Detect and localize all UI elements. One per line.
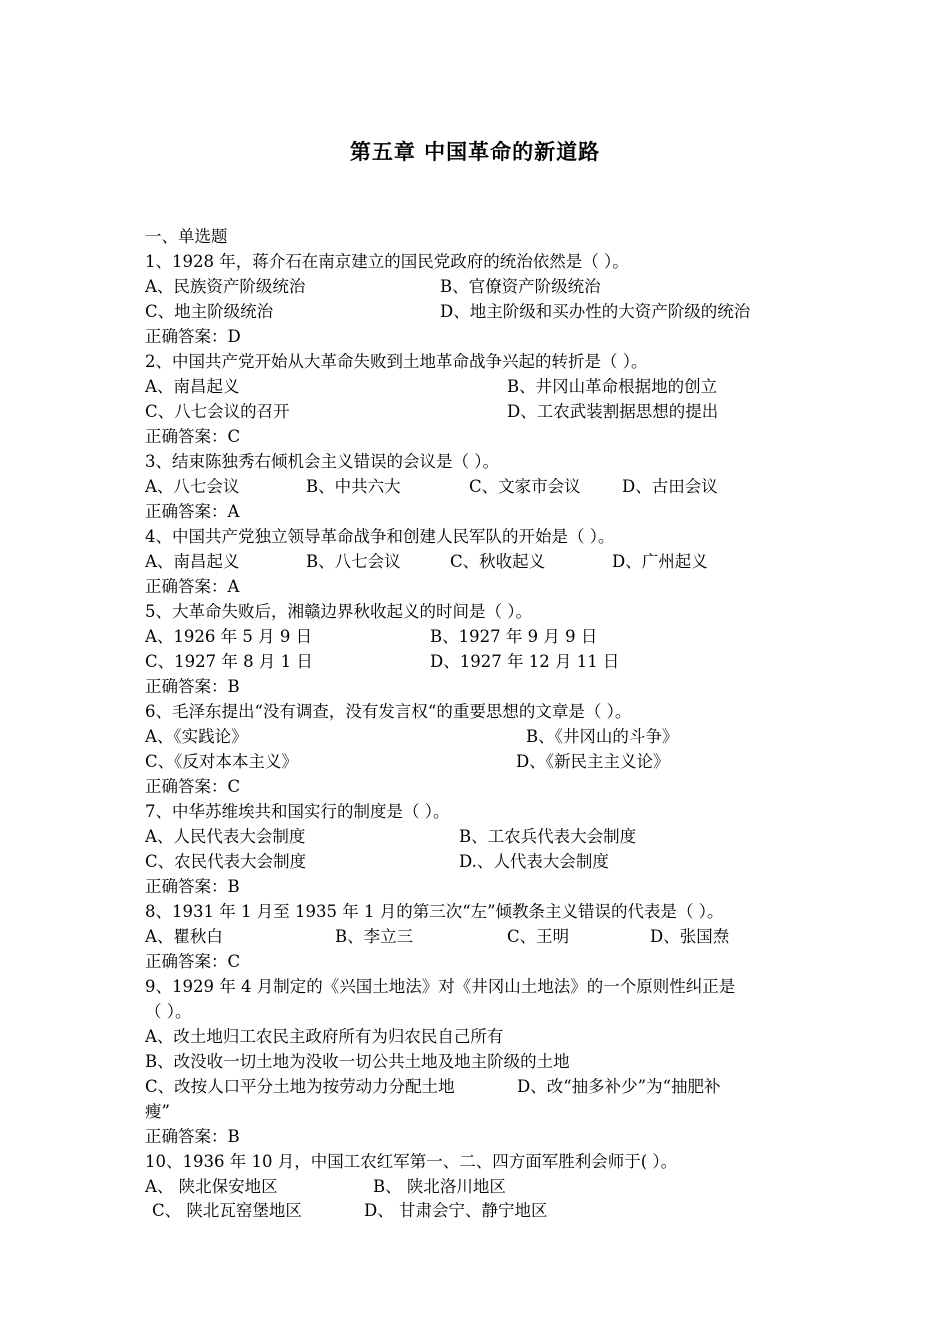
- q4-answer: 正确答案：A: [145, 577, 240, 596]
- q2-option-a: A、南昌起义: [145, 377, 240, 396]
- q5-option-d: D、1927 年 12 月 11 日: [430, 652, 620, 671]
- q4-option-a: A、南昌起义: [145, 552, 240, 571]
- q8-option-b: B、李立三: [335, 927, 414, 946]
- q6-option-b: B、《井冈山的斗争》: [526, 727, 679, 746]
- q10-option-d: D、 甘肃会宁、静宁地区: [364, 1201, 548, 1220]
- q3-option-c: C、文家市会议: [469, 477, 581, 496]
- q5-option-a: A、1926 年 5 月 9 日: [145, 627, 313, 646]
- q8-option-a: A、瞿秋白: [145, 927, 223, 946]
- q4-option-b: B、八七会议: [306, 552, 401, 571]
- question-2: 2、中国共产党开始从大革命失败到土地革命战争兴起的转折是（ ）。: [145, 352, 648, 371]
- q1-option-b: B、官僚资产阶级统治: [440, 277, 601, 296]
- q10-option-c: C、 陕北瓦窑堡地区: [152, 1201, 302, 1220]
- q1-answer: 正确答案：D: [145, 327, 241, 346]
- q5-option-c: C、1927 年 8 月 1 日: [145, 652, 313, 671]
- q3-option-b: B、中共六大: [306, 477, 401, 496]
- q6-option-a: A、《实践论》: [145, 727, 248, 746]
- q8-option-c: C、王明: [507, 927, 570, 946]
- q2-option-d: D、工农武装割据思想的提出: [507, 402, 719, 421]
- q9-option-d: D、改“抽多补少”为“抽肥补: [517, 1077, 721, 1096]
- q7-answer: 正确答案：B: [145, 877, 240, 896]
- q3-answer: 正确答案：A: [145, 502, 240, 521]
- q6-option-c: C、《反对本本主义》: [145, 752, 298, 771]
- q5-option-b: B、1927 年 9 月 9 日: [430, 627, 598, 646]
- q7-option-c: C、农民代表大会制度: [145, 852, 307, 871]
- q5-answer: 正确答案：B: [145, 677, 240, 696]
- question-4: 4、中国共产党独立领导革命战争和创建人民军队的开始是（ ）。: [145, 527, 615, 546]
- q9-option-d-continued: 瘦”: [145, 1102, 170, 1121]
- q6-answer: 正确答案：C: [145, 777, 241, 796]
- page-title: 第五章 中国革命的新道路: [349, 140, 601, 164]
- question-9: 9、1929 年 4 月制定的《兴国土地法》对《井冈山土地法》的一个原则性纠正是: [145, 977, 736, 996]
- question-10: 10、1936 年 10 月，中国工农红军第一、二、四方面军胜利会师于( ）。: [145, 1152, 678, 1171]
- question-7: 7、中华苏维埃共和国实行的制度是（ ）。: [145, 802, 450, 821]
- q4-option-d: D、广州起义: [612, 552, 708, 571]
- question-9-continued: （ ）。: [145, 1002, 192, 1021]
- q7-option-a: A、人民代表大会制度: [145, 827, 306, 846]
- question-6: 6、毛泽东提出“没有调查，没有发言权“的重要思想的文章是（ ）。: [145, 702, 632, 721]
- q2-option-b: B、井冈山革命根据地的创立: [507, 377, 718, 396]
- q2-answer: 正确答案：C: [145, 427, 241, 446]
- q9-option-a: A、改土地归工农民主政府所有为归农民自己所有: [145, 1027, 504, 1046]
- q7-option-b: B、工农兵代表大会制度: [459, 827, 637, 846]
- q8-option-d: D、张国焘: [650, 927, 730, 946]
- q7-option-d: D.、人代表大会制度: [459, 852, 609, 871]
- q10-option-a: A、 陕北保安地区: [145, 1177, 278, 1196]
- q2-option-c: C、八七会议的召开: [145, 402, 290, 421]
- q3-option-d: D、古田会议: [622, 477, 718, 496]
- q1-option-a: A、民族资产阶级统治: [145, 277, 306, 296]
- question-1: 1、1928 年，蒋介石在南京建立的国民党政府的统治依然是（ ）。: [145, 252, 629, 271]
- section-heading: 一、单选题: [145, 227, 228, 246]
- q1-option-d: D、地主阶级和买办性的大资产阶级的统治: [440, 302, 751, 321]
- q8-answer: 正确答案：C: [145, 952, 241, 971]
- question-8: 8、1931 年 1 月至 1935 年 1 月的第三次“左”倾教条主义错误的代表是（ ）。: [145, 902, 724, 921]
- q10-option-b: B、 陕北洛川地区: [373, 1177, 506, 1196]
- question-3: 3、结束陈独秀右倾机会主义错误的会议是（ ）。: [145, 452, 499, 471]
- q1-option-c: C、地主阶级统治: [145, 302, 274, 321]
- q9-option-c: C、改按人口平分土地为按劳动力分配土地: [145, 1077, 455, 1096]
- question-5: 5、大革命失败后，湘赣边界秋收起义的时间是（ ）。: [145, 602, 532, 621]
- q3-option-a: A、八七会议: [145, 477, 240, 496]
- q4-option-c: C、秋收起义: [450, 552, 546, 571]
- q9-option-b: B、改没收一切土地为没收一切公共土地及地主阶级的土地: [145, 1052, 570, 1071]
- q9-answer: 正确答案：B: [145, 1127, 240, 1146]
- q6-option-d: D、《新民主主义论》: [516, 752, 670, 771]
